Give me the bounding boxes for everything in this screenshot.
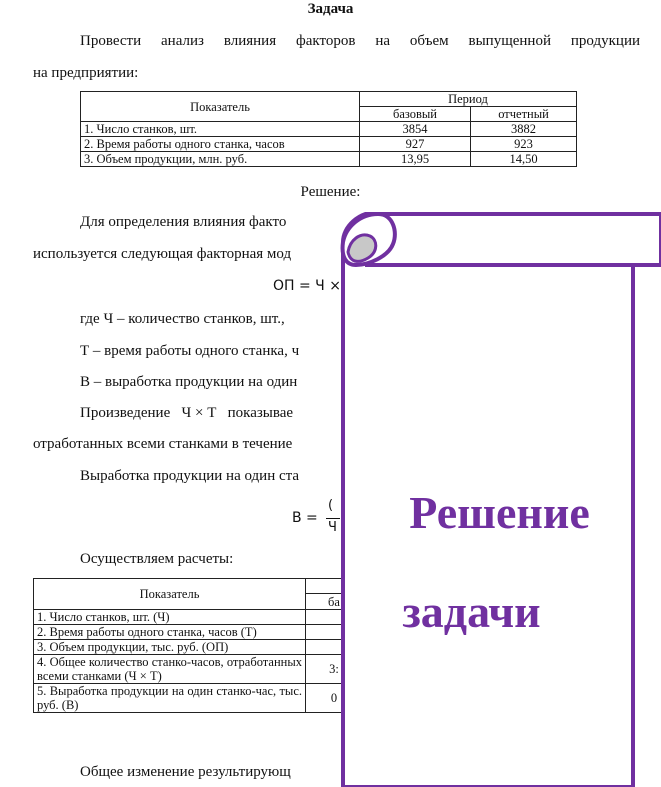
table1-cell-label: 1. Число станков, шт. bbox=[81, 122, 360, 137]
table1-header-indicator: Показатель bbox=[81, 92, 360, 122]
table2-cell-label: 3. Объем продукции, тыс. руб. (ОП) bbox=[34, 640, 306, 655]
formula-b-denominator: Ч bbox=[328, 520, 337, 535]
table2-header-indicator: Показатель bbox=[34, 579, 306, 610]
table2-header-base: ба bbox=[306, 594, 363, 610]
table-row bbox=[81, 152, 577, 167]
intro-line-1: Провести анализ влияния факторов на объем выпущенной продукции bbox=[80, 33, 640, 49]
table1-header-base: базовый bbox=[360, 107, 471, 122]
doc-title: Задача bbox=[307, 1, 354, 17]
calc-line: Осуществляем расчеты: bbox=[80, 551, 234, 567]
table1-header-period: Период bbox=[360, 92, 577, 107]
table1-cell-base: 13,95 bbox=[360, 152, 471, 167]
table2-cell-label: 5. Выработка продукции на один станко-час, тыс. руб. (В) bbox=[34, 684, 306, 713]
output-line: Выработка продукции на один ста bbox=[80, 468, 300, 484]
table1-header-report: отчетный bbox=[471, 107, 577, 122]
para-1-line-1: Для определения влияния факто bbox=[80, 214, 287, 230]
formula-b-left: В = bbox=[292, 510, 318, 526]
factors-table bbox=[80, 91, 577, 167]
table2-cell-label: 4. Общее количество станко-часов, отработанных всеми станками (Ч × Т) bbox=[34, 655, 306, 684]
formula-b-numerator: ( bbox=[328, 498, 334, 513]
table-row bbox=[34, 684, 363, 713]
table-row bbox=[81, 122, 577, 137]
intro-line-2: на предприятии: bbox=[33, 65, 139, 81]
table2-cell-label: 2. Время работы одного станка, часов (Т) bbox=[34, 625, 306, 640]
table1-cell-label: 3. Объем продукции, млн. руб. bbox=[81, 152, 360, 167]
b-line: В – выработка продукции на один bbox=[80, 374, 298, 390]
where-line: где Ч – количество станков, шт., bbox=[80, 311, 285, 327]
table1-cell-report: 923 bbox=[471, 137, 577, 152]
formula-op: ОП = Ч × bbox=[273, 278, 341, 294]
table2-cell-label: 1. Число станков, шт. (Ч) bbox=[34, 610, 306, 625]
table1-cell-report: 14,50 bbox=[471, 152, 577, 167]
table1-cell-base: 3854 bbox=[360, 122, 471, 137]
table2-cell-value: 3: bbox=[306, 655, 363, 684]
final-line: Общее изменение результирующ bbox=[80, 764, 291, 780]
para-1-line-2: используется следующая факторная мод bbox=[33, 246, 292, 262]
product-line-2: отработанных всеми станками в течение bbox=[33, 436, 293, 452]
table1-cell-label: 2. Время работы одного станка, часов bbox=[81, 137, 360, 152]
table-row bbox=[34, 655, 363, 684]
table1-cell-base: 927 bbox=[360, 137, 471, 152]
t-line: Т – время работы одного станка, ч bbox=[80, 343, 300, 359]
solution-heading: Решение: bbox=[300, 184, 361, 200]
table-row bbox=[34, 640, 363, 655]
table2-cell-value: 0 bbox=[306, 684, 363, 713]
table1-cell-report: 3882 bbox=[471, 122, 577, 137]
overlay-title-line-1: Решение bbox=[409, 487, 590, 538]
overlay-title-line-2: задачи bbox=[402, 586, 541, 637]
table-row bbox=[81, 137, 577, 152]
product-line-1: Произведение Ч × Т показывае bbox=[80, 405, 294, 421]
